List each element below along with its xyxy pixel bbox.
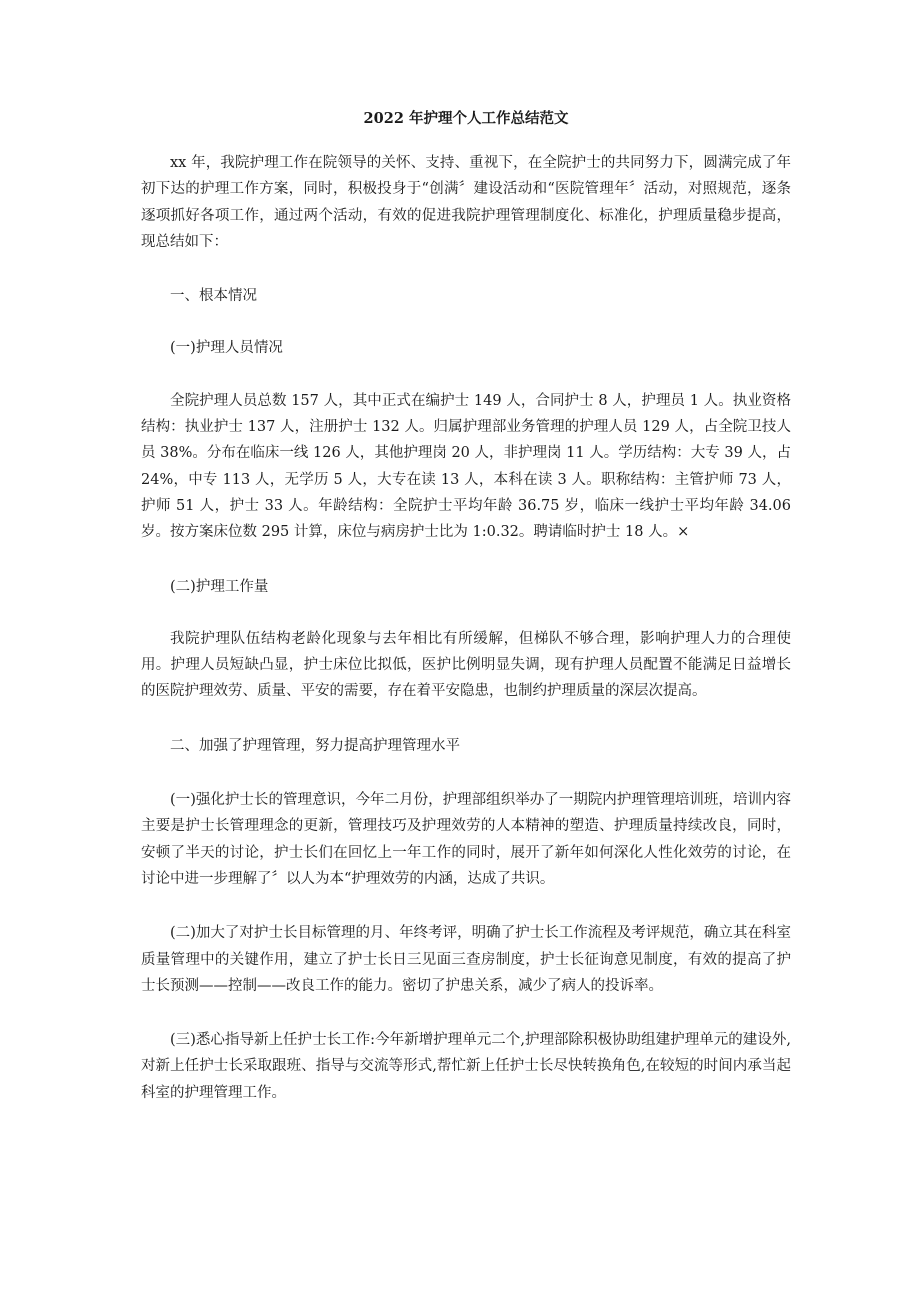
section-heading-management: 二、加强了护理管理，努力提高护理管理水平 xyxy=(170,737,460,754)
subsection-heading-staff: (一)护理人员情况 xyxy=(170,340,283,357)
document-title: 2022 年护理个人工作总结范文 xyxy=(363,110,569,127)
management-paragraph-2: (二)加大了对护士长目标管理的月、年终考评，明确了护士长工作流程及考评规范，确立其在科室质量管理中的关键作用，建立了护士长日三见面三查房制度，护士长征询意见制度，有效的提高了护士长预测——控制——改良工作的能力。密切了护患关系，减少了病人的投诉率。 xyxy=(141,925,791,994)
intro-paragraph: xx 年，我院护理工作在院领导的关怀、支持、重视下，在全院护士的共同努力下，圆满完成了年初下达的护理工作方案，同时，积极投身于“创满〞建设活动和“医院管理年〞活动，对照规范，逐条逐项抓好各项工作，通过两个活动，有效的促进我院护理管理制度化、标准化，护理质量稳步提高，现总结如下： xyxy=(141,155,791,250)
staff-statistics-paragraph: 全院护理人员总数 157 人，其中正式在编护士 149 人，合同护士 8 人，护理员 1 人。执业资格结构：执业护士 137 人，注册护士 132 人。归属护理部业务管理的护理人员 129 人，占全院卫技人员 38%。分布在临床一线 126 人，其他护理岗 20 人，非护理岗 11 人。学历结构：大专 39 人，占 24%，中专 113 人，无学历 5 人，大专在读 13 人，本科在读 3 人。职称结构：主管护师 73 人，护师 51 人，护士 33 人。年龄结构：全院护士平均年龄 36.75 岁，临床一线护士平均年龄 34.06 岁。按方案床位数 295 计算，床位与病房护士比为 1:0.32。聘请临时护士 18 人。× xyxy=(141,392,791,541)
management-paragraph-1: (一)强化护士长的管理意识，今年二月份，护理部组织举办了一期院内护理管理培训班，培训内容主要是护士长管理理念的更新，管理技巧及护理效劳的人本精神的塑造、护理质量持续改良，同时，安顿了半天的讨论，护士长们在回忆上一年工作的同时，展开了新年如何深化人性化效劳的讨论，在讨论中进一步理解了〞以人为本“护理效劳的内涵，达成了共识。 xyxy=(141,792,791,887)
workload-paragraph: 我院护理队伍结构老龄化现象与去年相比有所缓解，但梯队不够合理，影响护理人力的合理使用。护理人员短缺凸显，护士床位比拟低，医护比例明显失调，现有护理人员配置不能满足日益增长的医院护理效劳、质量、平安的需要，存在着平安隐患，也制约护理质量的深层次提高。 xyxy=(141,630,791,700)
section-heading-basic-situation: 一、根本情况 xyxy=(170,288,257,305)
subsection-heading-workload: (二)护理工作量 xyxy=(170,578,269,595)
document-page xyxy=(141,108,791,1106)
management-paragraph-3: (三)悉心指导新上任护士长工作:今年新增护理单元二个,护理部除积极协助组建护理单元的建设外,对新上任护士长采取跟班、指导与交流等形式,帮忙新上任护士长尽快转换角色,在较短的时间内承当起科室的护理管理工作。 xyxy=(141,1032,791,1101)
